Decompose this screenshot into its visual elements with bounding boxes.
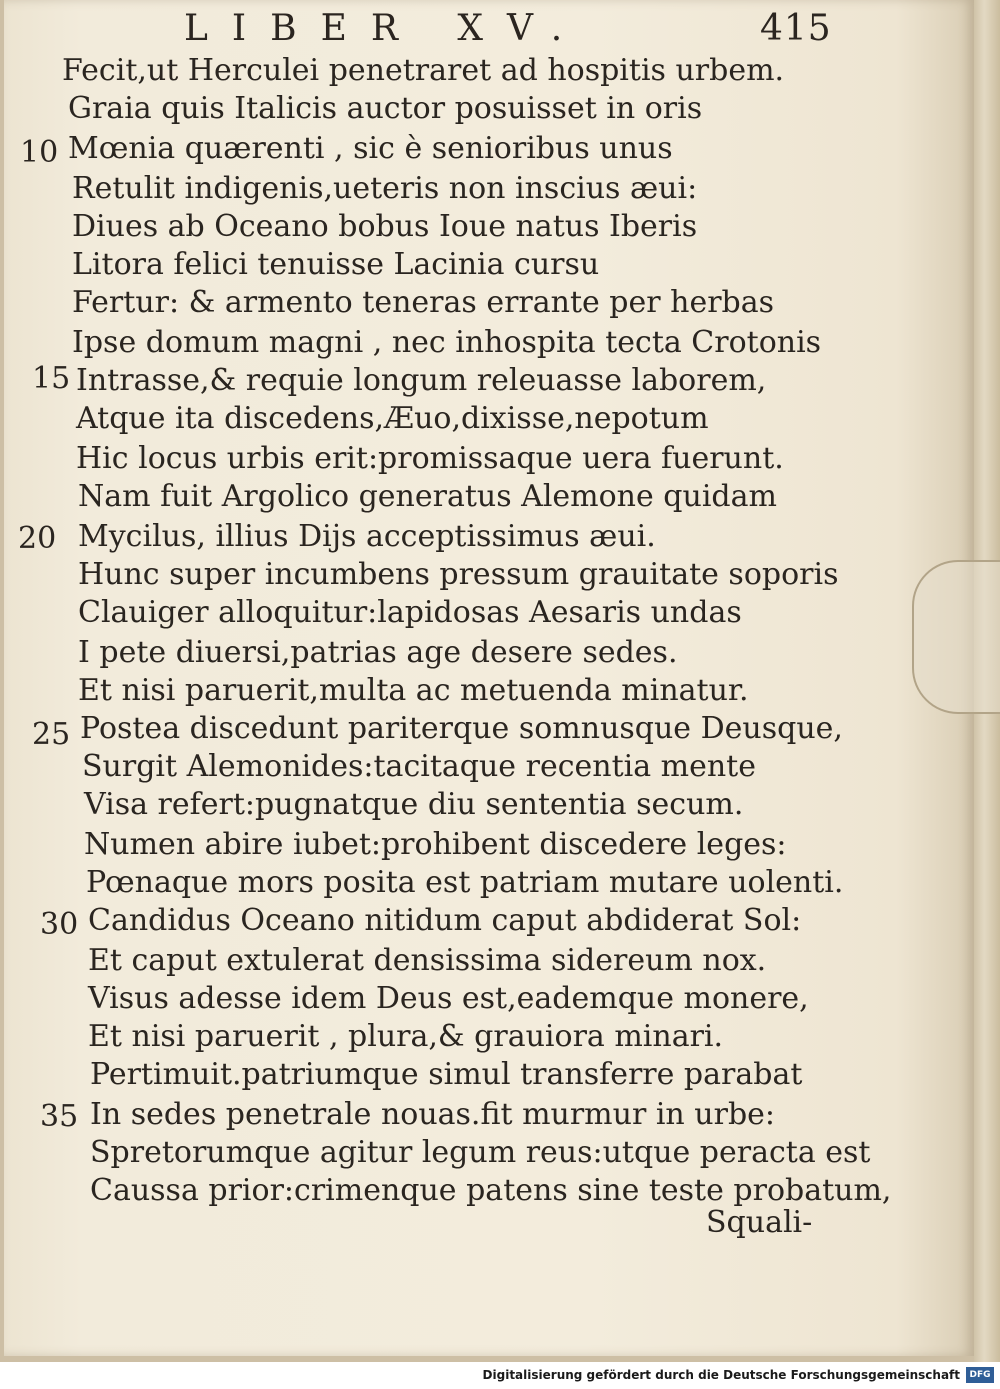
running-title: LIBER XV. xyxy=(184,8,587,49)
funding-credit: Digitalisierung gefördert durch die Deutsche Forschungsgemeinschaft xyxy=(482,1368,960,1382)
verse-line: Et nisi paruerit,multa ac metuenda minatur. xyxy=(78,673,749,708)
verse-line: Mycilus, illius Dijs acceptissimus æui. xyxy=(78,519,656,554)
thumb-tab-shape xyxy=(912,560,1000,714)
verse-line: Pœnaque mors posita est patriam mutare uolenti. xyxy=(86,865,844,900)
verse-line: Litora felici tenuisse Lacinia cursu xyxy=(72,247,600,282)
verse-line: Diues ab Oceano bobus Ioue natus Iberis xyxy=(72,209,698,244)
verse-line: Graia quis Italicis auctor posuisset in oris xyxy=(68,91,703,126)
verse-line: Pertimuit.patriumque simul transferre parabat xyxy=(90,1057,803,1092)
line-number: 35 xyxy=(40,1099,79,1134)
verse-line: Surgit Alemonides:tacitaque recentia mente xyxy=(82,749,756,784)
verse-line: Spretorumque agitur legum reus:utque peracta est xyxy=(90,1135,871,1170)
verse-line: Fecit,ut Herculei penetraret ad hospitis urbem. xyxy=(62,53,785,88)
verse-line: Atque ita discedens,Æuo,dixisse,nepotum xyxy=(76,401,709,436)
page-sheet xyxy=(4,0,976,1356)
verse-line: Visa refert:pugnatque diu sententia secum. xyxy=(84,787,744,822)
verse-line: Fertur: & armento teneras errante per herbas xyxy=(72,285,775,320)
verse-line: Candidus Oceano nitidum caput abdiderat Sol: xyxy=(88,903,802,938)
page-number: 415 xyxy=(760,8,832,49)
verse-line: Clauiger alloquitur:lapidosas Aesaris undas xyxy=(78,595,742,630)
verse-line: Intrasse,& requie longum releuasse laborem, xyxy=(76,363,767,398)
verse-line: Numen abire iubet:prohibent discedere leges: xyxy=(84,827,787,862)
line-number: 10 xyxy=(20,135,59,170)
verse-line: Et nisi paruerit , plura,& grauiora minari. xyxy=(88,1019,724,1054)
line-number: 20 xyxy=(18,521,57,556)
verse-line: In sedes penetrale nouas.fit murmur in urbe: xyxy=(90,1097,776,1132)
verse-line: Postea discedunt pariterque somnusque Deusque, xyxy=(80,711,843,746)
verse-line: Visus adesse idem Deus est,eademque monere, xyxy=(88,981,809,1016)
verse-line: Et caput extulerat densissima sidereum nox. xyxy=(88,943,767,978)
verse-line: I pete diuersi,patrias age desere sedes. xyxy=(78,635,678,670)
verse-line: Retulit indigenis,ueteris non inscius æui: xyxy=(72,171,698,206)
verse-line: Nam fuit Argolico generatus Alemone quidam xyxy=(78,479,777,514)
running-header xyxy=(184,8,832,52)
line-number: 15 xyxy=(32,361,71,396)
verse-line: Hunc super incumbens pressum grauitate soporis xyxy=(78,557,839,592)
line-number: 30 xyxy=(40,907,79,942)
verse-line: Hic locus urbis erit:promissaque uera fuerunt. xyxy=(76,441,784,476)
verse-line: Mœnia quærenti , sic è senioribus unus xyxy=(68,131,673,166)
digitization-footer xyxy=(0,1362,1000,1389)
catchword: Squali- xyxy=(706,1205,813,1240)
line-number: 25 xyxy=(32,717,71,752)
verse-line: Ipse domum magni , nec inhospita tecta Crotonis xyxy=(72,325,822,360)
dfg-logo-icon: DFG xyxy=(966,1367,994,1383)
verse-line: Caussa prior:crimenque patens sine teste probatum, xyxy=(90,1173,892,1208)
